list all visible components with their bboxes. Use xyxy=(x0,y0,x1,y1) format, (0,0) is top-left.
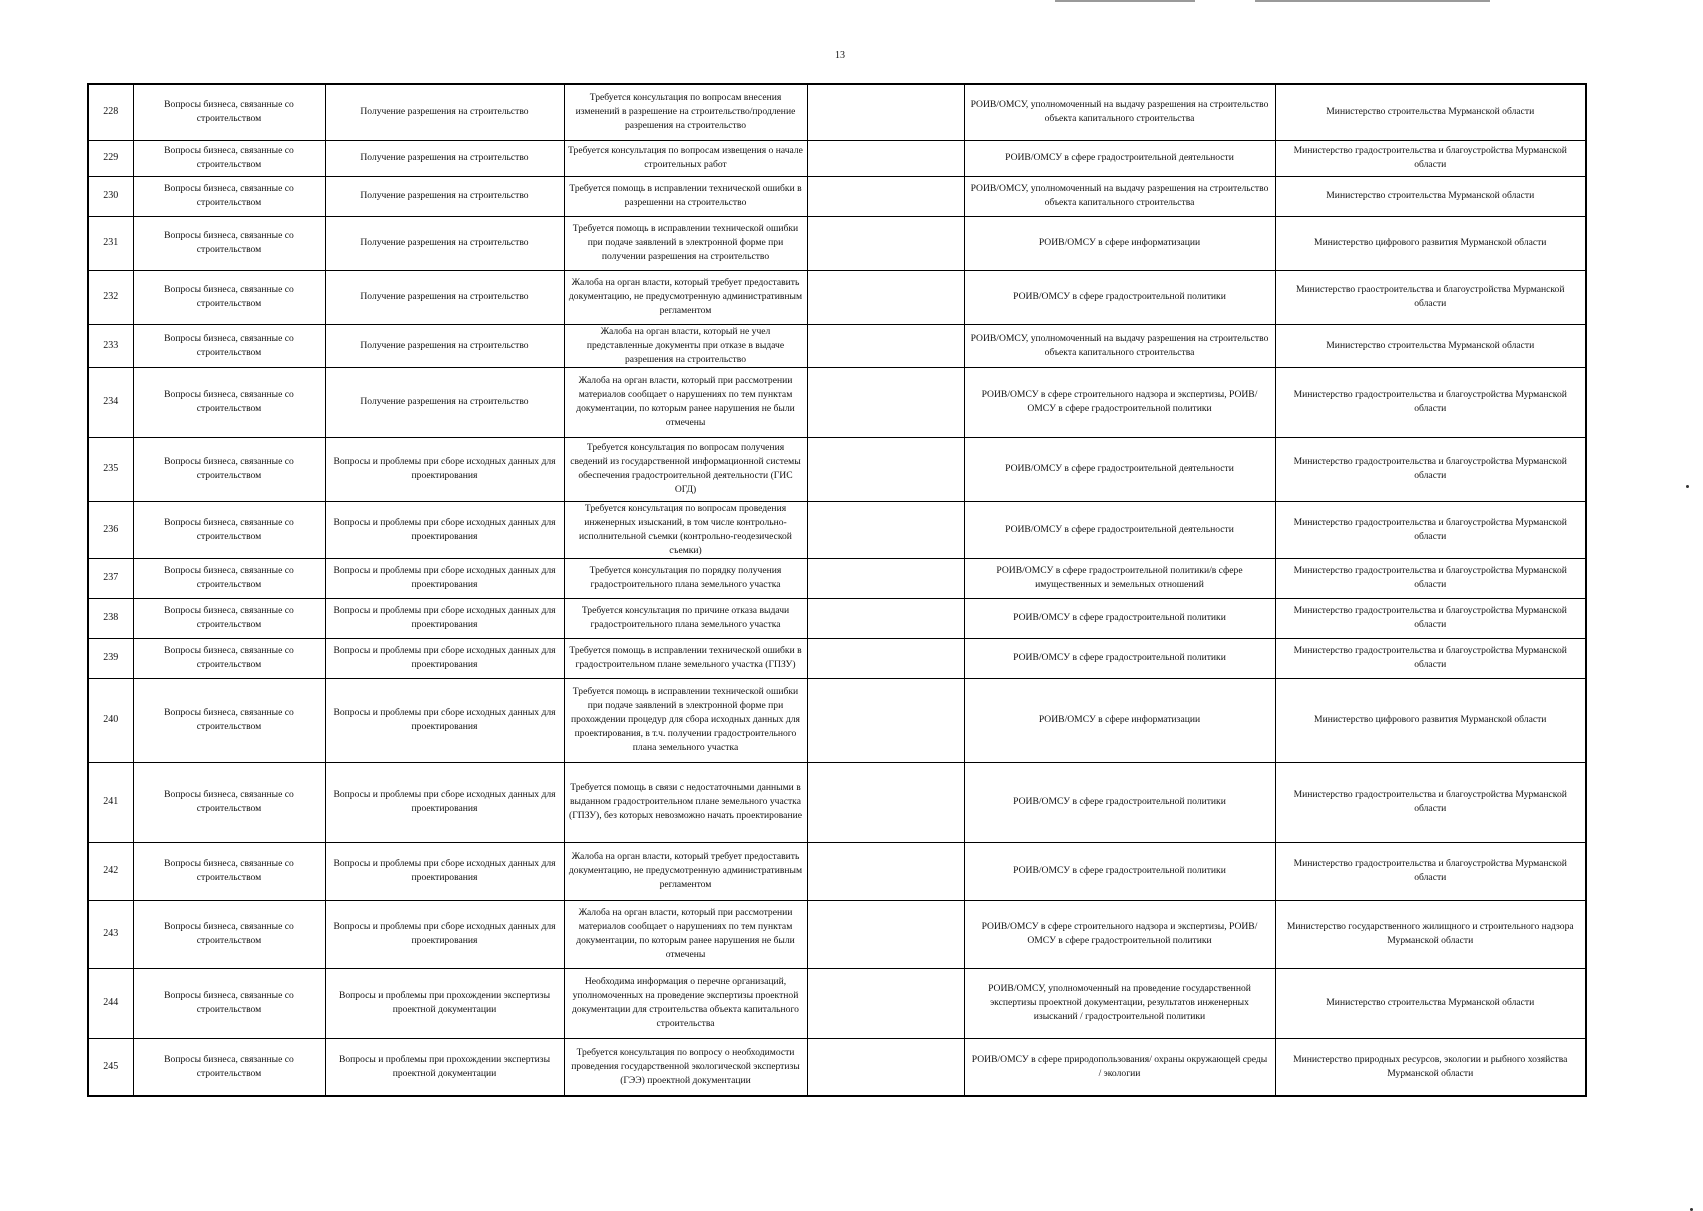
ministry-cell: Министерство градостроительства и благоустройства Мурманской области xyxy=(1275,140,1586,176)
row-number: 231 xyxy=(88,216,133,270)
table-row xyxy=(88,84,1586,140)
issue-cell: Жалоба на орган власти, который требует предоставить документацию, не предусмотренную административным регламентом xyxy=(564,270,807,324)
topic-cell: Вопросы и проблемы при прохождении экспертизы проектной документации xyxy=(325,1038,564,1096)
topic-cell: Получение разрешения на строительство xyxy=(325,324,564,367)
authority-cell: РОИВ/ОМСУ в сфере градостроительной политики xyxy=(964,270,1275,324)
authority-cell: РОИВ/ОМСУ в сфере градостроительной политики xyxy=(964,638,1275,678)
ministry-cell: Министерство граостроительства и благоустройства Мурманской области xyxy=(1275,270,1586,324)
table-row xyxy=(88,270,1586,324)
empty-cell xyxy=(807,968,964,1038)
table-body xyxy=(88,84,1586,1096)
table-row xyxy=(88,1038,1586,1096)
topic-cell: Получение разрешения на строительство xyxy=(325,84,564,140)
topic-cell: Вопросы и проблемы при сборе исходных данных для проектирования xyxy=(325,638,564,678)
row-number: 228 xyxy=(88,84,133,140)
row-number: 235 xyxy=(88,437,133,501)
category-cell: Вопросы бизнеса, связанные со строительством xyxy=(133,900,325,968)
issue-cell: Требуется помощь в связи с недостаточными данными в выданном градостроительном плане земельного участка (ГПЗУ), без которых невозможно начать проектирование xyxy=(564,762,807,842)
topic-cell: Вопросы и проблемы при сборе исходных данных для проектирования xyxy=(325,900,564,968)
table-row xyxy=(88,140,1586,176)
empty-cell xyxy=(807,84,964,140)
row-number: 242 xyxy=(88,842,133,900)
ministry-cell: Министерство градостроительства и благоустройства Мурманской области xyxy=(1275,501,1586,558)
row-number: 239 xyxy=(88,638,133,678)
ministry-cell: Министерство градостроительства и благоустройства Мурманской области xyxy=(1275,638,1586,678)
authority-cell: РОИВ/ОМСУ, уполномоченный на проведение государственной экспертизы проектной документации, результатов инженерных изысканий / градостроительной политики xyxy=(964,968,1275,1038)
topic-cell: Получение разрешения на строительство xyxy=(325,367,564,437)
topic-cell: Вопросы и проблемы при сборе исходных данных для проектирования xyxy=(325,842,564,900)
topic-cell: Вопросы и проблемы при сборе исходных данных для проектирования xyxy=(325,501,564,558)
table-row xyxy=(88,324,1586,367)
empty-cell xyxy=(807,501,964,558)
category-cell: Вопросы бизнеса, связанные со строительством xyxy=(133,437,325,501)
empty-cell xyxy=(807,842,964,900)
table-row xyxy=(88,216,1586,270)
category-cell: Вопросы бизнеса, связанные со строительством xyxy=(133,140,325,176)
ministry-cell: Министерство строительства Мурманской области xyxy=(1275,968,1586,1038)
category-cell: Вопросы бизнеса, связанные со строительством xyxy=(133,501,325,558)
row-number: 243 xyxy=(88,900,133,968)
scan-rule-left xyxy=(1055,0,1195,2)
topic-cell: Получение разрешения на строительство xyxy=(325,176,564,216)
row-number: 241 xyxy=(88,762,133,842)
table-row xyxy=(88,678,1586,762)
ministry-cell: Министерство строительства Мурманской области xyxy=(1275,176,1586,216)
issue-cell: Требуется консультация по вопросам внесения изменений в разрешение на строительство/продление разрешения на строительство xyxy=(564,84,807,140)
topic-cell: Вопросы и проблемы при сборе исходных данных для проектирования xyxy=(325,437,564,501)
authority-cell: РОИВ/ОМСУ в сфере градостроительной политики/в сфере имущественных и земельных отношений xyxy=(964,558,1275,598)
authority-cell: РОИВ/ОМСУ в сфере информатизации xyxy=(964,678,1275,762)
authority-cell: РОИВ/ОМСУ в сфере градостроительной деятельности xyxy=(964,140,1275,176)
issue-cell: Требуется помощь в исправлении технической ошибки при подаче заявлений в электронной форме при получении разрешения на строительство xyxy=(564,216,807,270)
table-row xyxy=(88,437,1586,501)
category-cell: Вопросы бизнеса, связанные со строительством xyxy=(133,842,325,900)
empty-cell xyxy=(807,437,964,501)
empty-cell xyxy=(807,270,964,324)
empty-cell xyxy=(807,140,964,176)
table-row xyxy=(88,501,1586,558)
authority-cell: РОИВ/ОМСУ в сфере градостроительной политики xyxy=(964,842,1275,900)
topic-cell: Вопросы и проблемы при прохождении экспертизы проектной документации xyxy=(325,968,564,1038)
empty-cell xyxy=(807,216,964,270)
category-cell: Вопросы бизнеса, связанные со строительством xyxy=(133,968,325,1038)
category-cell: Вопросы бизнеса, связанные со строительством xyxy=(133,1038,325,1096)
authority-cell: РОИВ/ОМСУ в сфере строительного надзора и экспертизы, РОИВ/ОМСУ в сфере градостроительной политики xyxy=(964,367,1275,437)
authority-cell: РОИВ/ОМСУ в сфере градостроительной политики xyxy=(964,598,1275,638)
issue-cell: Жалоба на орган власти, который при рассмотрении материалов сообщает о нарушениях по тем пунктам документации, по которым ранее нарушения не были отмечены xyxy=(564,367,807,437)
table-row xyxy=(88,842,1586,900)
ministry-cell: Министерство строительства Мурманской области xyxy=(1275,84,1586,140)
topic-cell: Вопросы и проблемы при сборе исходных данных для проектирования xyxy=(325,678,564,762)
row-number: 233 xyxy=(88,324,133,367)
row-number: 230 xyxy=(88,176,133,216)
table-row xyxy=(88,367,1586,437)
ministry-cell: Министерство градостроительства и благоустройства Мурманской области xyxy=(1275,598,1586,638)
ministry-cell: Министерство градостроительства и благоустройства Мурманской области xyxy=(1275,367,1586,437)
ministry-cell: Министерство градостроительства и благоустройства Мурманской области xyxy=(1275,842,1586,900)
row-number: 236 xyxy=(88,501,133,558)
issue-cell: Необходима информация о перечне организаций, уполномоченных на проведение экспертизы проектной документации для строительства объекта капитального строительства xyxy=(564,968,807,1038)
row-number: 238 xyxy=(88,598,133,638)
ministry-cell: Министерство природных ресурсов, экологии и рыбного хозяйства Мурманской области xyxy=(1275,1038,1586,1096)
table-row xyxy=(88,968,1586,1038)
issue-cell: Жалоба на орган власти, который при рассмотрении материалов сообщает о нарушениях по тем пунктам документации, по которым ранее нарушения не были отмечены xyxy=(564,900,807,968)
issue-cell: Требуется помощь в исправлении технической ошибки в разрешенни на строительство xyxy=(564,176,807,216)
register-table xyxy=(87,83,1587,1097)
ministry-cell: Министерство строительства Мурманской области xyxy=(1275,324,1586,367)
category-cell: Вопросы бизнеса, связанные со строительством xyxy=(133,176,325,216)
ministry-cell: Министерство цифрового развития Мурманской области xyxy=(1275,216,1586,270)
ministry-cell: Министерство градостроительства и благоустройства Мурманской области xyxy=(1275,762,1586,842)
empty-cell xyxy=(807,558,964,598)
issue-cell: Требуется консультация по причине отказа выдачи градостроительного плана земельного участка xyxy=(564,598,807,638)
empty-cell xyxy=(807,678,964,762)
issue-cell: Жалоба на орган власти, который не учел представленные документы при отказе в выдаче разрешения на строительство xyxy=(564,324,807,367)
ministry-cell: Министерство градостроительства и благоустройства Мурманской области xyxy=(1275,437,1586,501)
row-number: 232 xyxy=(88,270,133,324)
topic-cell: Вопросы и проблемы при сборе исходных данных для проектирования xyxy=(325,762,564,842)
category-cell: Вопросы бизнеса, связанные со строительством xyxy=(133,324,325,367)
category-cell: Вопросы бизнеса, связанные со строительством xyxy=(133,558,325,598)
authority-cell: РОИВ/ОМСУ, уполномоченный на выдачу разрешения на строительство объекта капитального строительства xyxy=(964,84,1275,140)
row-number: 237 xyxy=(88,558,133,598)
issue-cell: Требуется консультация по вопросу о необходимости проведения государственной экологической экспертизы (ГЭЭ) проектной документации xyxy=(564,1038,807,1096)
table-row xyxy=(88,558,1586,598)
ministry-cell: Министерство государственного жилищного и строительного надзора Мурманской области xyxy=(1275,900,1586,968)
topic-cell: Получение разрешения на строительство xyxy=(325,270,564,324)
issue-cell: Жалоба на орган власти, который требует предоставить документацию, не предусмотренную административным регламентом xyxy=(564,842,807,900)
ministry-cell: Министерство цифрового развития Мурманской области xyxy=(1275,678,1586,762)
page-number: 13 xyxy=(835,50,845,61)
table-row xyxy=(88,598,1586,638)
topic-cell: Получение разрешения на строительство xyxy=(325,216,564,270)
empty-cell xyxy=(807,598,964,638)
category-cell: Вопросы бизнеса, связанные со строительством xyxy=(133,84,325,140)
issue-cell: Требуется помощь в исправлении технической ошибки при подаче заявлений в электронной форме при прохождении процедур для сбора исходных данных для проектирования, в т.ч. получении градостроительного плана земельного участка xyxy=(564,678,807,762)
scan-speck xyxy=(1686,485,1689,488)
issue-cell: Требуется консультация по вопросам получения сведений из государственной информационной системы обеспечения градостроительной деятельности (ГИС ОГД) xyxy=(564,437,807,501)
empty-cell xyxy=(807,176,964,216)
ministry-cell: Министерство градостроительства и благоустройства Мурманской области xyxy=(1275,558,1586,598)
category-cell: Вопросы бизнеса, связанные со строительством xyxy=(133,598,325,638)
authority-cell: РОИВ/ОМСУ, уполномоченный на выдачу разрешения на строительство объекта капитального строительства xyxy=(964,324,1275,367)
table-row xyxy=(88,900,1586,968)
row-number: 245 xyxy=(88,1038,133,1096)
row-number: 244 xyxy=(88,968,133,1038)
category-cell: Вопросы бизнеса, связанные со строительством xyxy=(133,367,325,437)
issue-cell: Требуется консультация по вопросам извещения о начале строительных работ xyxy=(564,140,807,176)
authority-cell: РОИВ/ОМСУ в сфере строительного надзора и экспертизы, РОИВ/ОМСУ в сфере градостроительной политики xyxy=(964,900,1275,968)
category-cell: Вопросы бизнеса, связанные со строительством xyxy=(133,762,325,842)
table-row xyxy=(88,762,1586,842)
topic-cell: Вопросы и проблемы при сборе исходных данных для проектирования xyxy=(325,598,564,638)
issue-cell: Требуется консультация по порядку получения градостроительного плана земельного участка xyxy=(564,558,807,598)
empty-cell xyxy=(807,324,964,367)
authority-cell: РОИВ/ОМСУ в сфере градостроительной деятельности xyxy=(964,501,1275,558)
category-cell: Вопросы бизнеса, связанные со строительством xyxy=(133,638,325,678)
topic-cell: Получение разрешения на строительство xyxy=(325,140,564,176)
topic-cell: Вопросы и проблемы при сборе исходных данных для проектирования xyxy=(325,558,564,598)
empty-cell xyxy=(807,367,964,437)
empty-cell xyxy=(807,638,964,678)
authority-cell: РОИВ/ОМСУ в сфере градостроительной политики xyxy=(964,762,1275,842)
row-number: 234 xyxy=(88,367,133,437)
authority-cell: РОИВ/ОМСУ, уполномоченный на выдачу разрешения на строительство объекта капитального строительства xyxy=(964,176,1275,216)
issue-cell: Требуется помощь в исправлении технической ошибки в градостроительном плане земельного участка (ГПЗУ) xyxy=(564,638,807,678)
table-row xyxy=(88,176,1586,216)
category-cell: Вопросы бизнеса, связанные со строительством xyxy=(133,270,325,324)
empty-cell xyxy=(807,900,964,968)
authority-cell: РОИВ/ОМСУ в сфере природопользования/ охраны окружающей среды / экологии xyxy=(964,1038,1275,1096)
scan-rule-right xyxy=(1255,0,1490,2)
authority-cell: РОИВ/ОМСУ в сфере градостроительной деятельности xyxy=(964,437,1275,501)
empty-cell xyxy=(807,1038,964,1096)
category-cell: Вопросы бизнеса, связанные со строительством xyxy=(133,678,325,762)
table-row xyxy=(88,638,1586,678)
row-number: 229 xyxy=(88,140,133,176)
authority-cell: РОИВ/ОМСУ в сфере информатизации xyxy=(964,216,1275,270)
empty-cell xyxy=(807,762,964,842)
issue-cell: Требуется консультация по вопросам проведения инженерных изысканий, в том числе контрольно-исполнительной съемки (контрольно-геодезической съемки) xyxy=(564,501,807,558)
category-cell: Вопросы бизнеса, связанные со строительством xyxy=(133,216,325,270)
row-number: 240 xyxy=(88,678,133,762)
